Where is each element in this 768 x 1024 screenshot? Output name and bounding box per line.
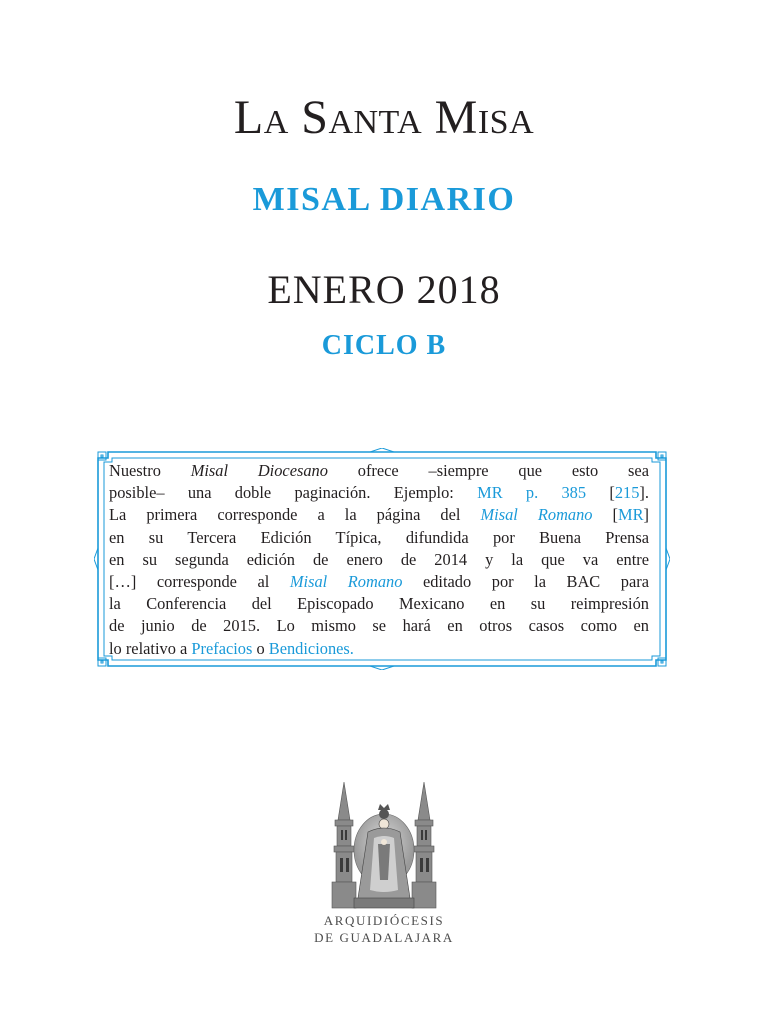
- archdiocese-emblem-icon: [318, 780, 450, 912]
- notice-text: [: [592, 505, 619, 525]
- notice-line: [109, 504, 649, 526]
- page-subtitle: MISAL DIARIO: [252, 181, 516, 218]
- page-title: [0, 82, 768, 154]
- notice-line: en su Tercera Edición Típica, difundida por Buena Prensa: [109, 527, 649, 547]
- caption-line-2: DE GUADALAJARA: [314, 930, 454, 945]
- notice-line: de junio de 2015. Lo mismo se hará en otros casos como en: [109, 616, 649, 636]
- notice-text: […] corresponde al: [109, 572, 290, 592]
- mr-page-ref: MR p. 385: [477, 483, 587, 503]
- notice-text: editado por la BAC para: [402, 572, 649, 592]
- notice-paragraph: [109, 460, 649, 660]
- caption-line-1: ARQUIDIÓCESIS: [323, 913, 445, 928]
- misal-romano-ref: Misal Romano: [480, 505, 593, 525]
- notice-line: [109, 571, 649, 593]
- notice-line: [109, 482, 649, 504]
- month-heading: ENERO 2018: [267, 267, 501, 312]
- cycle-heading: CICLO B: [321, 330, 447, 361]
- notice-line: [109, 638, 649, 660]
- notice-line: la Conferencia del Episcopado Mexicano en su reimpresión: [109, 594, 649, 614]
- notice-text: ]: [643, 505, 649, 525]
- notice-text: ofrece –siempre que esto sea: [327, 461, 649, 480]
- notice-line: en su segunda edición de enero de 2014 y la que va entre: [109, 549, 649, 569]
- notice-text: Nuestro: [109, 461, 191, 480]
- misal-romano-ref: Misal Romano: [289, 572, 403, 592]
- notice-text: La primera corresponde a la página del: [109, 505, 481, 525]
- notice-text: [: [586, 483, 615, 503]
- title-text: La Santa Misa: [233, 91, 535, 144]
- mr-abbrev: MR: [618, 505, 644, 525]
- emblem-caption: [0, 912, 768, 946]
- notice-line: [109, 460, 649, 482]
- prefacios-ref: Prefacios: [191, 638, 253, 658]
- notice-text: o: [252, 638, 269, 658]
- notice-text: posible– una doble paginación. Ejemplo:: [109, 483, 478, 503]
- notice-text: lo relativo a: [109, 638, 192, 658]
- bac-page-ref: 215: [614, 483, 640, 503]
- notice-text: ].: [639, 483, 649, 503]
- bendiciones-ref: Bendiciones.: [268, 638, 354, 658]
- misal-diocesano-text: Misal Diocesano: [190, 461, 328, 480]
